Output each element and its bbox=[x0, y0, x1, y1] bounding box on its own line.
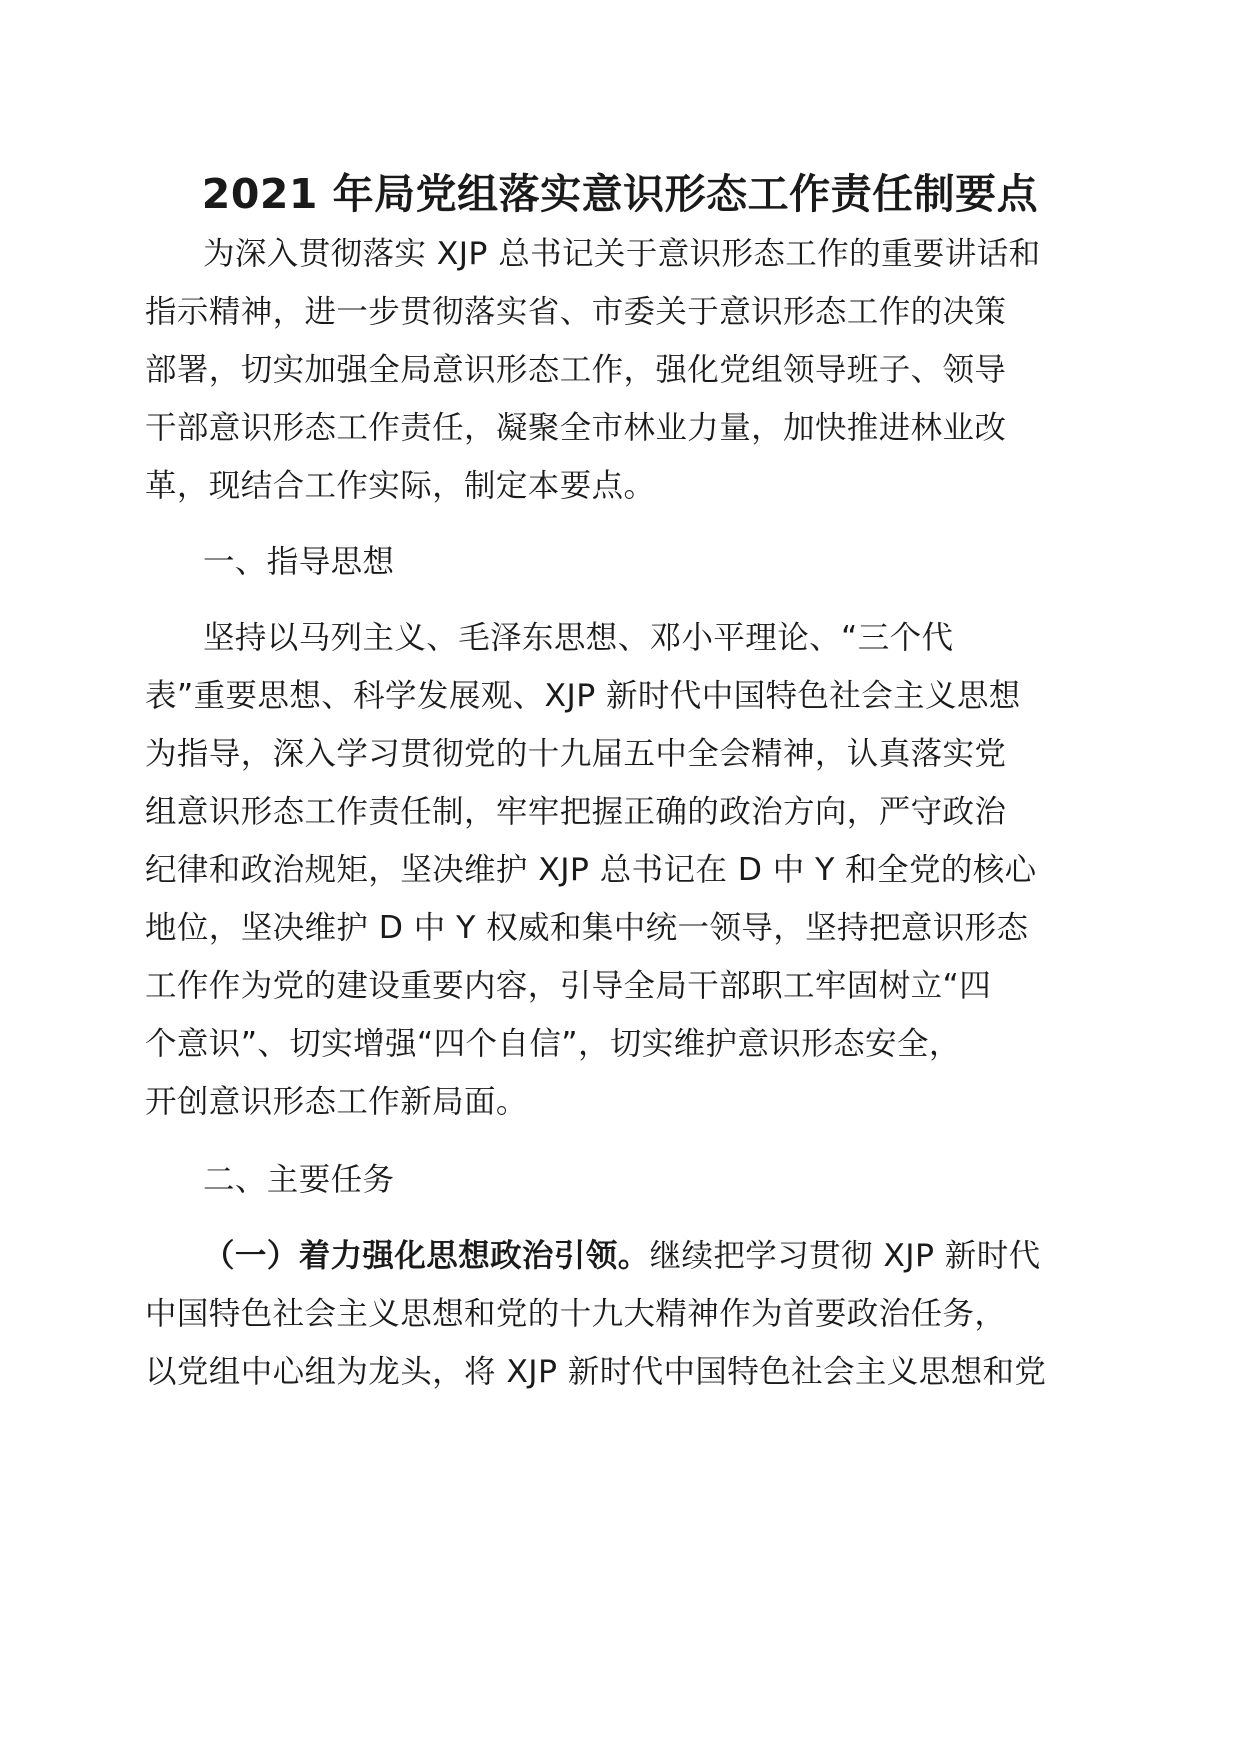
paragraph-2-line-1: 坚持以马列主义、毛泽东思想、邓小平理论、“三个代 bbox=[203, 620, 954, 656]
subsection-heading: （一）着力强化思想政治引领。 bbox=[203, 1238, 650, 1274]
paragraph-1-line-3: 部署，切实加强全局意识形态工作，强化党组领导班子、领导 bbox=[145, 352, 1007, 388]
paragraph-1-line-4: 干部意识形态工作责任，凝聚全市林业力量，加快推进林业改 bbox=[145, 410, 1007, 446]
paragraph-2-line-5: 纪律和政治规矩，坚决维护 XJP 总书记在 D 中 Y 和全党的核心 bbox=[145, 852, 1037, 888]
paragraph-3-lead-text: 继续把学习贯彻 XJP 新时代 bbox=[649, 1238, 1041, 1274]
document-title: 2021 年局党组落实意识形态工作责任制要点 bbox=[201, 170, 1039, 218]
section-heading-2: 二、主要任务 bbox=[203, 1162, 395, 1198]
paragraph-2-line-7: 工作作为党的建设重要内容，引导全局干部职工牢固树立“四 bbox=[145, 968, 992, 1004]
paragraph-3-line-3: 以党组中心组为龙头，将 XJP 新时代中国特色社会主义思想和党 bbox=[145, 1354, 1047, 1390]
paragraph-3-line-2: 中国特色社会主义思想和党的十九大精神作为首要政治任务， bbox=[145, 1296, 1007, 1332]
paragraph-2-line-4: 组意识形态工作责任制，牢牢把握正确的政治方向，严守政治 bbox=[145, 794, 1007, 830]
section-heading-1: 一、指导思想 bbox=[203, 544, 395, 580]
paragraph-2-line-6: 地位，坚决维护 D 中 Y 权威和集中统一领导，坚持把意识形态 bbox=[145, 910, 1029, 946]
paragraph-1-line-1: 为深入贯彻落实 XJP 总书记关于意识形态工作的重要讲话和 bbox=[203, 236, 1041, 272]
paragraph-1-line-2: 指示精神，进一步贯彻落实省、市委关于意识形态工作的决策 bbox=[145, 294, 1007, 330]
paragraph-2-line-2: 表”重要思想、科学发展观、XJP 新时代中国特色社会主义思想 bbox=[145, 678, 1021, 714]
paragraph-1-line-5: 革，现结合工作实际，制定本要点。 bbox=[145, 468, 656, 504]
paragraph-2-line-9: 开创意识形态工作新局面。 bbox=[145, 1084, 528, 1120]
paragraph-2-line-8: 个意识”、切实增强“四个自信”，切实维护意识形态安全， bbox=[145, 1026, 961, 1062]
paragraph-3-line-1 bbox=[203, 1234, 1041, 1278]
paragraph-2-line-3: 为指导，深入学习贯彻党的十九届五中全会精神，认真落实党 bbox=[145, 736, 1007, 772]
